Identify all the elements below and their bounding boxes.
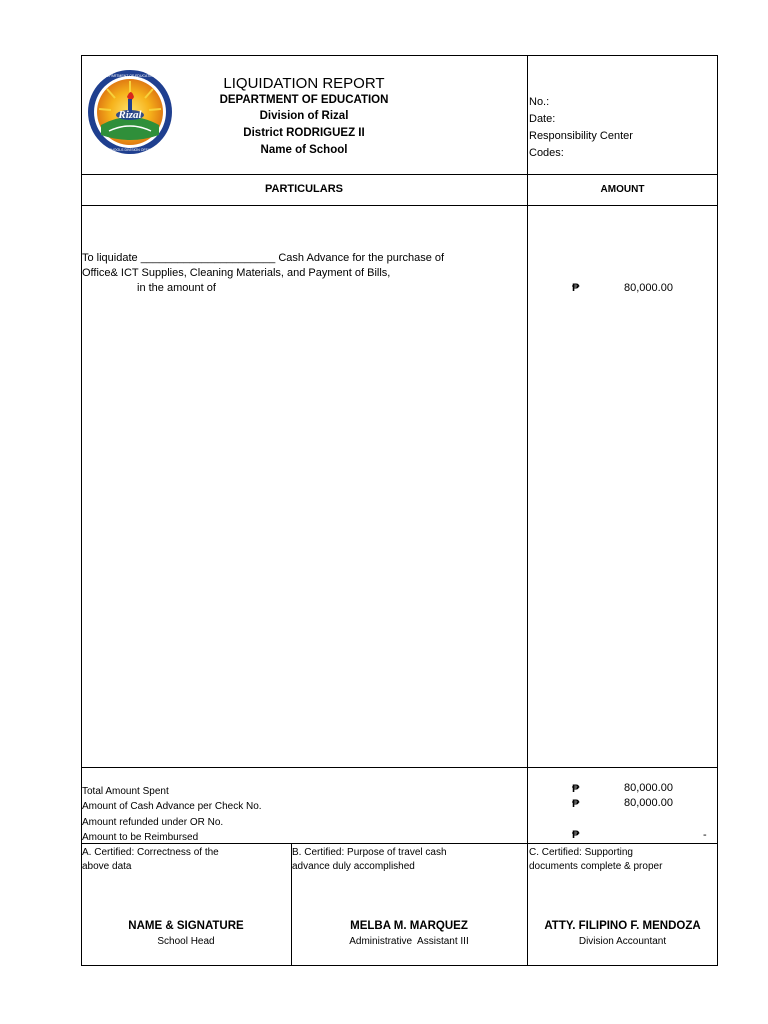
reimbursed-value: - (703, 829, 707, 841)
amount-header: AMOUNT (600, 184, 645, 195)
total-spent-value: 80,000.00 (624, 782, 673, 794)
certification-c-line-2: documents complete & proper (529, 861, 663, 872)
signatory-c (527, 919, 718, 949)
meta-fields (529, 94, 633, 162)
certification-b-line-1: B. Certified: Purpose of travel cash (292, 847, 447, 858)
district-name: District RODRIGUEZ II (243, 127, 365, 139)
cash-advance-value: 80,000.00 (624, 797, 673, 809)
header-block (173, 75, 435, 159)
body-currency-symbol: ₱ (572, 282, 580, 294)
certification-a-line-1: A. Certified: Correctness of the (82, 847, 219, 858)
certification-b-line-2: advance duly accomplished (292, 861, 415, 872)
divider-summary (81, 767, 718, 768)
particulars-body (82, 251, 444, 296)
meta-date-label: Date: (529, 113, 556, 125)
department-name: DEPARTMENT OF EDUCATION (219, 94, 389, 106)
signatory-c-position: Division Accountant (578, 936, 667, 947)
particulars-line-3: in the amount of (137, 282, 216, 294)
certification-c-line-1: C. Certified: Supporting (529, 847, 633, 858)
refunded-label: Amount refunded under OR No. (82, 816, 224, 828)
certification-a-line-2: above data (82, 861, 132, 872)
certification-a-text (82, 846, 219, 874)
signatory-a-position: School Head (157, 936, 215, 947)
signatory-c-name: ATTY. FILIPINO F. MENDOZA (544, 920, 701, 932)
total-spent-currency: ₱ (572, 783, 580, 795)
reimbursed-currency: ₱ (572, 829, 580, 841)
particulars-line-2: Office& ICT Supplies, Cleaning Materials, and Payment of Bills, (82, 267, 391, 279)
report-title: LIQUIDATION REPORT (223, 75, 385, 92)
signatory-a-name: NAME & SIGNATURE (128, 920, 244, 932)
deped-rizal-seal-logo (87, 69, 173, 155)
signatory-b-position: Administrative Assistant III (349, 936, 469, 947)
certification-c-text (529, 846, 662, 874)
meta-responsibility-label: Responsibility Center (529, 130, 633, 142)
particulars-header: PARTICULARS (264, 183, 343, 195)
logo-bottom-text: SCHOOLS DIVISION OFFICE (106, 148, 154, 152)
signatory-a (81, 919, 291, 949)
cash-advance-label: Amount of Cash Advance per Check No. (82, 801, 262, 813)
cash-advance-currency: ₱ (572, 798, 580, 810)
body-amount-value: 80,000.00 (624, 282, 673, 294)
total-spent-label: Total Amount Spent (82, 786, 169, 797)
logo-top-text: DEPARTMENT OF EDUCATION (104, 74, 156, 78)
signatory-b-name: MELBA M. MARQUEZ (350, 920, 468, 932)
division-name: Division of Rizal (259, 110, 349, 122)
divider-columns (81, 205, 718, 206)
particulars-line-1: To liquidate ______________________ Cash Advance for the purchase of (82, 252, 445, 264)
divider-header (81, 174, 718, 175)
logo-center-text: Rizal (118, 109, 142, 121)
summary-labels (82, 784, 262, 845)
reimbursed-label: Amount to be Reimbursed (82, 831, 199, 843)
column-divider-amount (527, 55, 528, 843)
certification-b-text (292, 846, 447, 874)
meta-no-label: No.: (529, 96, 550, 108)
signatory-b (291, 919, 527, 949)
school-name: Name of School (260, 144, 348, 156)
meta-codes-label: Codes: (529, 147, 564, 159)
